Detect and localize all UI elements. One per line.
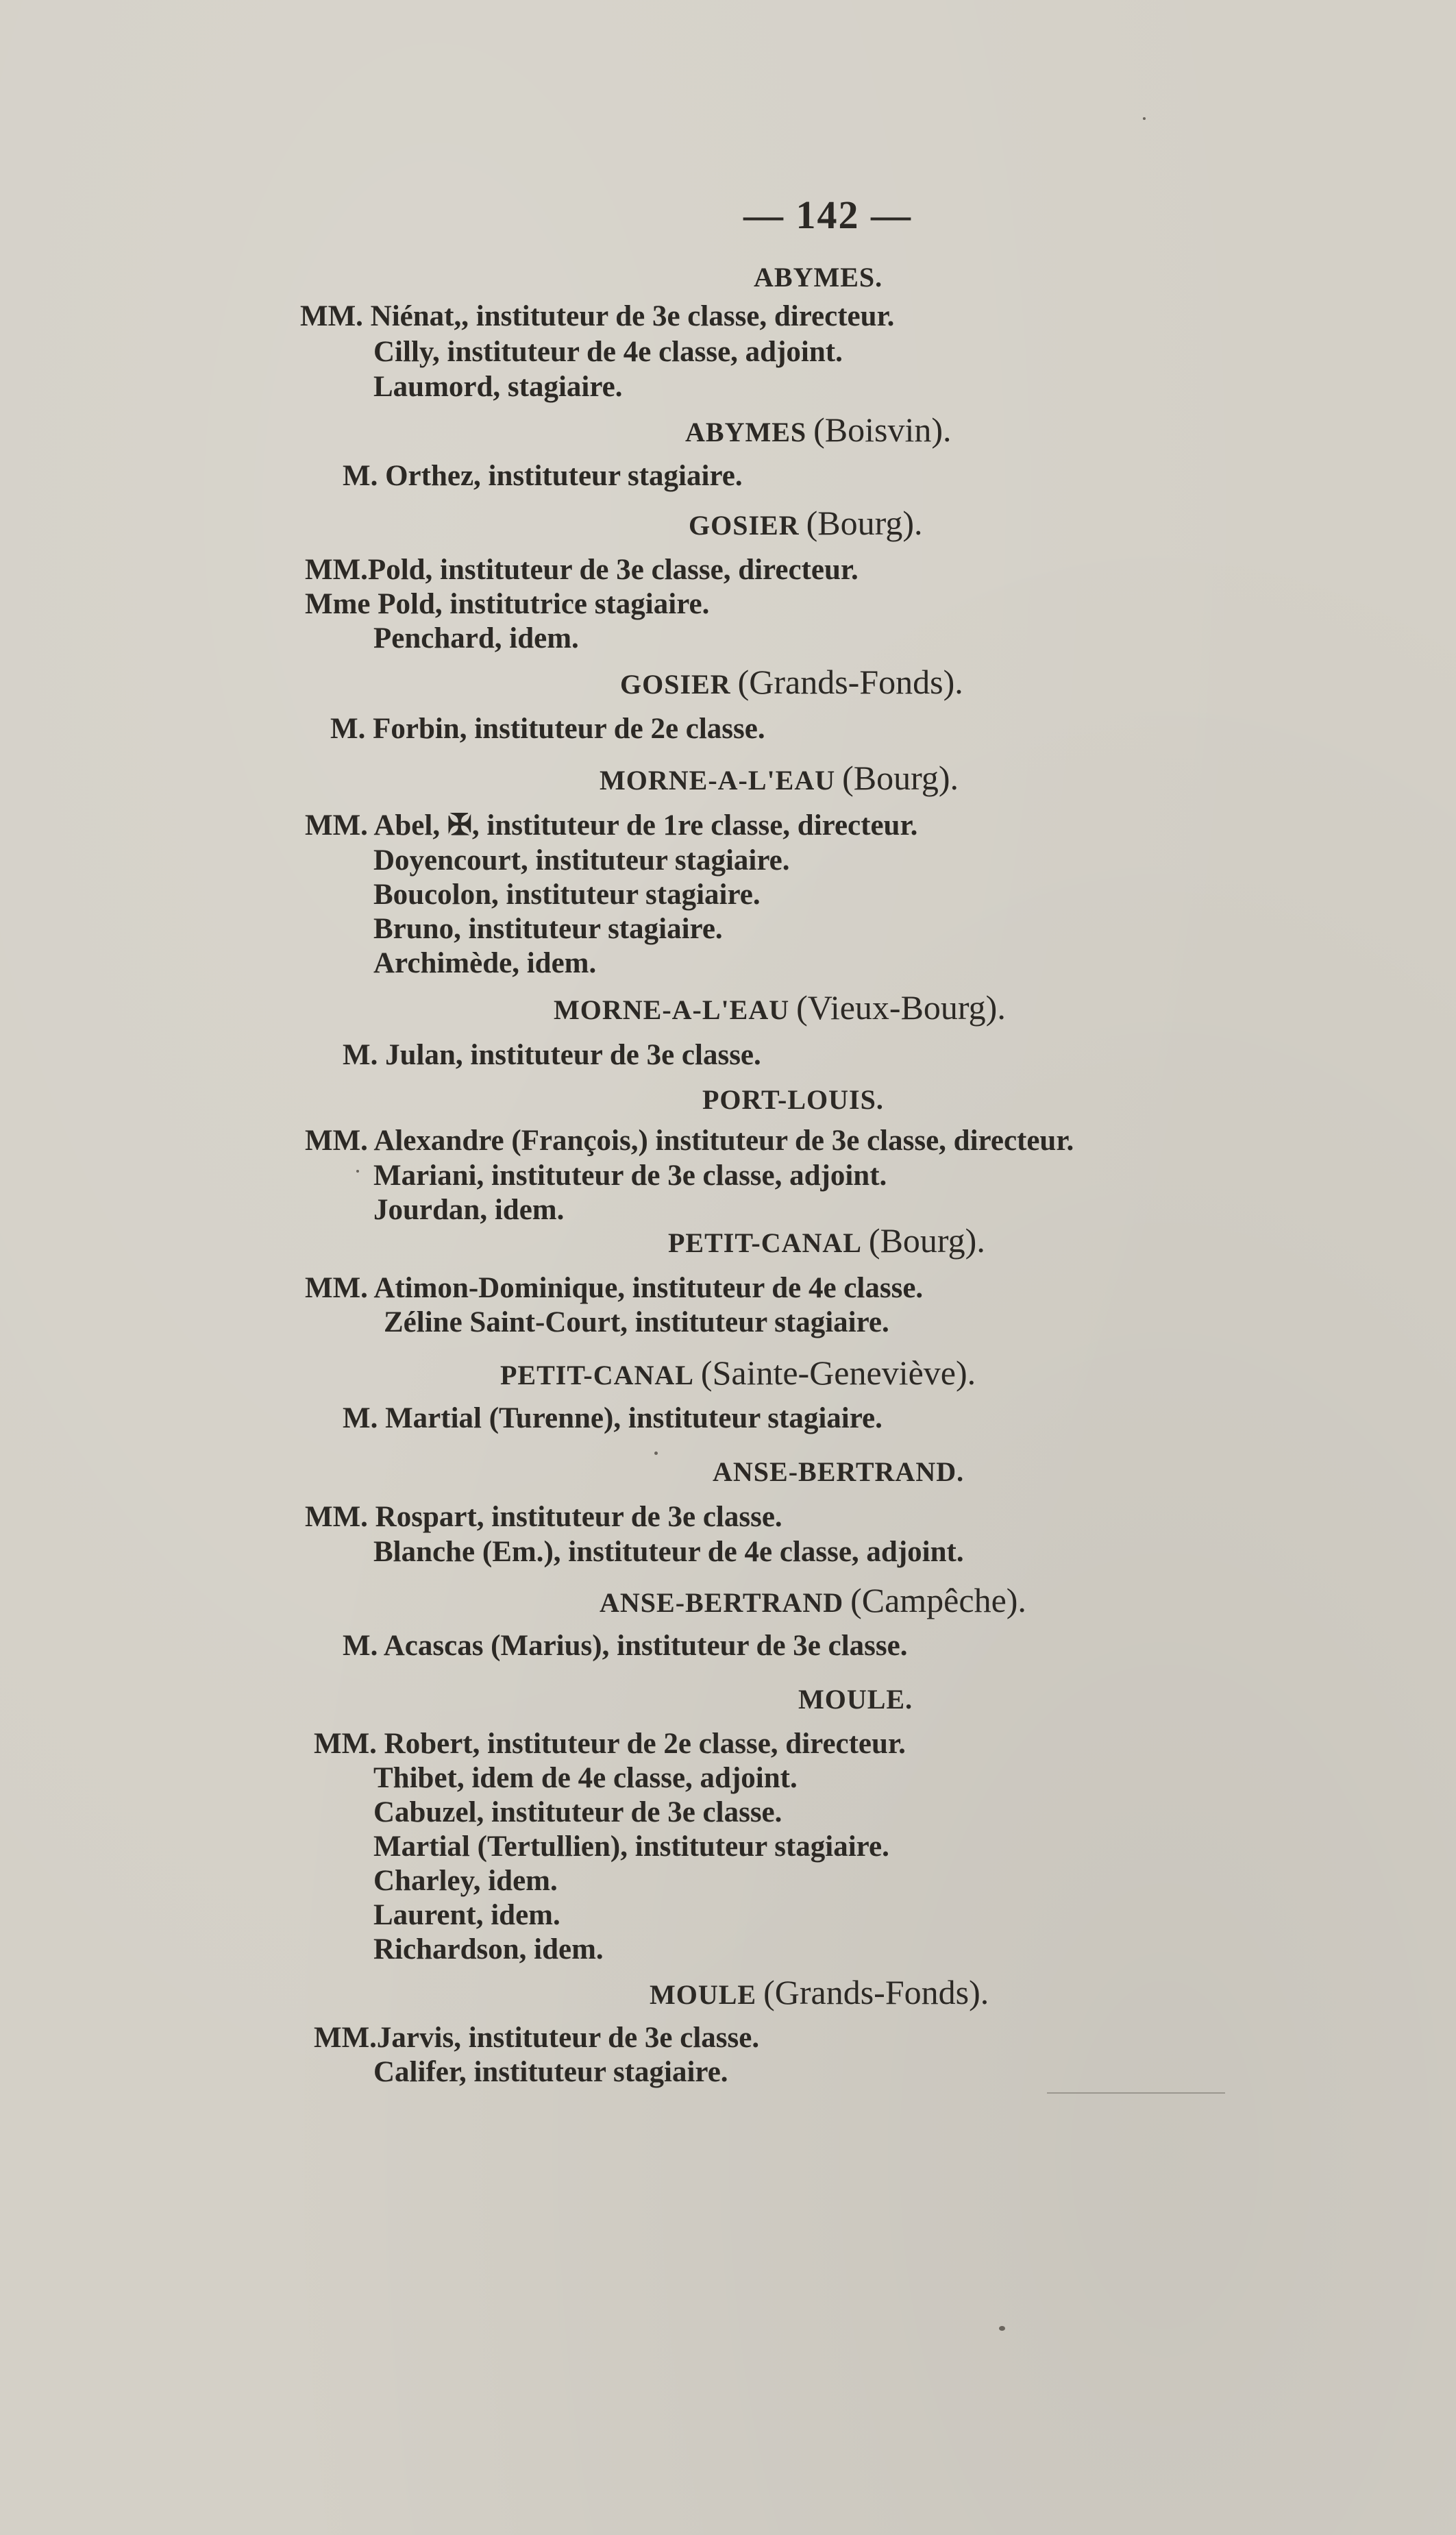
entry-title: M. bbox=[343, 1630, 378, 1662]
scan-edge-line bbox=[1047, 2092, 1225, 2094]
entry-line bbox=[300, 302, 894, 331]
entry-text: Richardson, idem. bbox=[373, 1933, 604, 1965]
entry-title: M. bbox=[343, 460, 378, 492]
entry-text: Julan, instituteur de 3e classe. bbox=[385, 1039, 761, 1071]
entry-text: Abel, ✠, instituteur de 1re classe, directeur. bbox=[373, 809, 918, 842]
entry-title: MM. bbox=[305, 809, 368, 842]
entry-text: Pold, instituteur de 3e classe, directeur. bbox=[367, 554, 859, 586]
entry-text: Atimon-Dominique, instituteur de 4e classe. bbox=[373, 1272, 924, 1304]
section-heading bbox=[554, 990, 1006, 1025]
entry-title: MM. bbox=[314, 2022, 377, 2054]
entry-line bbox=[373, 948, 596, 978]
heading-location: (Bourg). bbox=[842, 759, 959, 797]
heading-location: (Vieux-Bourg). bbox=[796, 988, 1006, 1027]
entry-line bbox=[373, 1161, 887, 1190]
entry-text: Doyencourt, instituteur stagiaire. bbox=[373, 844, 790, 877]
heading-town: MORNE-A-L'EAU bbox=[554, 994, 790, 1025]
entry-text: Boucolon, instituteur stagiaire. bbox=[373, 879, 761, 911]
entry-line bbox=[314, 2023, 759, 2053]
heading-town: GOSIER bbox=[689, 510, 800, 541]
entry-title: M. bbox=[343, 1039, 378, 1071]
section-heading bbox=[668, 1223, 985, 1258]
entry-title: MM. bbox=[305, 554, 368, 586]
entry-line bbox=[305, 589, 709, 619]
section-heading bbox=[600, 761, 959, 795]
entry-title: M. bbox=[330, 713, 366, 745]
entry-text: Jourdan, idem. bbox=[373, 1194, 565, 1226]
entry-line bbox=[343, 1631, 907, 1661]
entry-line bbox=[373, 1195, 564, 1225]
entry-line bbox=[373, 914, 723, 944]
section-heading bbox=[620, 665, 963, 699]
entry-line bbox=[305, 1126, 1074, 1155]
entry-title: MM. bbox=[305, 1125, 368, 1157]
section-heading bbox=[600, 1583, 1026, 1617]
entry-title: MM. bbox=[305, 1272, 368, 1304]
heading-location: (Sainte-Geneviève). bbox=[700, 1354, 976, 1392]
entry-text: Robert, instituteur de 2e classe, directeur. bbox=[384, 1728, 906, 1760]
section-heading bbox=[500, 1356, 976, 1390]
entry-text: Jarvis, instituteur de 3e classe. bbox=[376, 2022, 760, 2054]
section-heading bbox=[798, 1686, 913, 1713]
entry-title: MM. bbox=[305, 1501, 368, 1533]
section-heading bbox=[713, 1458, 964, 1486]
heading-town: PORT-LOUIS. bbox=[702, 1084, 884, 1115]
entry-line bbox=[373, 880, 761, 909]
entry-text: Zéline Saint-Court, instituteur stagiaire. bbox=[384, 1306, 889, 1338]
entry-text: Pold, institutrice stagiaire. bbox=[378, 588, 710, 620]
section-heading bbox=[689, 506, 923, 540]
heading-town: ANSE-BERTRAND bbox=[600, 1587, 844, 1618]
ink-speck bbox=[999, 2326, 1005, 2331]
entry-title: Mme bbox=[305, 588, 371, 620]
entry-line bbox=[343, 1040, 761, 1070]
entry-line bbox=[305, 811, 917, 840]
entry-text: Alexandre (François,) instituteur de 3e classe, directeur. bbox=[373, 1125, 1074, 1157]
entry-line bbox=[330, 714, 765, 744]
heading-location: (Grands-Fonds). bbox=[737, 663, 963, 701]
heading-location: (Campêche). bbox=[850, 1581, 1026, 1619]
heading-town: MOULE. bbox=[798, 1684, 913, 1715]
ink-speck bbox=[654, 1452, 658, 1455]
entry-text: Rospart, instituteur de 3e classe. bbox=[375, 1501, 782, 1533]
entry-text: Laurent, idem. bbox=[373, 1899, 560, 1931]
entry-line bbox=[373, 624, 579, 653]
entry-text: Martial (Tertullien), instituteur stagiaire. bbox=[373, 1830, 889, 1863]
entry-line bbox=[373, 1537, 964, 1567]
entry-line bbox=[373, 1935, 604, 1964]
page-number: — 142 — bbox=[743, 193, 912, 237]
entry-line bbox=[373, 1900, 560, 1930]
entry-line bbox=[305, 1273, 923, 1303]
entry-text: Charley, idem. bbox=[373, 1865, 558, 1897]
heading-location: (Grands-Fonds). bbox=[763, 1973, 989, 2011]
section-heading bbox=[702, 1086, 884, 1114]
ink-speck bbox=[356, 1170, 359, 1173]
entry-line bbox=[373, 1832, 889, 1861]
entry-text: Archimède, idem. bbox=[373, 947, 597, 979]
entry-text: Forbin, instituteur de 2e classe. bbox=[373, 713, 765, 745]
entry-line bbox=[343, 1404, 883, 1433]
entry-line bbox=[343, 461, 743, 491]
entry-title: M. bbox=[343, 1402, 378, 1434]
entry-title: MM. bbox=[300, 300, 363, 332]
entry-line bbox=[373, 2057, 728, 2087]
heading-town: MOULE bbox=[650, 1979, 757, 2010]
entry-text: Acascas (Marius), instituteur de 3e classe. bbox=[383, 1630, 908, 1662]
entry-line bbox=[373, 846, 790, 875]
entry-line bbox=[373, 1866, 558, 1896]
heading-town: GOSIER bbox=[620, 669, 731, 700]
entry-line bbox=[373, 337, 843, 367]
entry-text: Thibet, idem de 4e classe, adjoint. bbox=[373, 1762, 798, 1794]
entry-line bbox=[373, 372, 623, 402]
entry-line bbox=[373, 1763, 798, 1793]
entry-text: Blanche (Em.), instituteur de 4e classe, adjoint. bbox=[373, 1536, 964, 1568]
entry-title: MM. bbox=[314, 1728, 377, 1760]
heading-town: ANSE-BERTRAND. bbox=[713, 1456, 965, 1487]
entry-text: Laumord, stagiaire. bbox=[373, 371, 623, 403]
entry-text: Bruno, instituteur stagiaire. bbox=[373, 913, 723, 945]
section-heading bbox=[650, 1975, 989, 2009]
heading-town: MORNE-A-L'EAU bbox=[600, 765, 836, 796]
heading-town: PETIT-CANAL bbox=[500, 1360, 694, 1391]
entry-text: Cabuzel, instituteur de 3e classe. bbox=[373, 1796, 782, 1828]
entry-line bbox=[384, 1308, 889, 1337]
section-heading bbox=[685, 413, 952, 447]
heading-town: PETIT-CANAL bbox=[668, 1227, 862, 1258]
entry-text: Orthez, instituteur stagiaire. bbox=[385, 460, 743, 492]
entry-text: Califer, instituteur stagiaire. bbox=[373, 2056, 728, 2088]
heading-location: (Bourg). bbox=[868, 1221, 985, 1260]
heading-town: ABYMES bbox=[685, 417, 807, 448]
entry-text: Penchard, idem. bbox=[373, 622, 579, 654]
entry-line bbox=[305, 1502, 782, 1532]
heading-town: ABYMES. bbox=[754, 262, 883, 293]
section-heading bbox=[754, 264, 883, 291]
entry-line bbox=[305, 555, 859, 585]
ink-speck bbox=[1143, 117, 1146, 120]
entry-text: Niénat,, instituteur de 3e classe, directeur. bbox=[370, 300, 895, 332]
entry-line bbox=[314, 1729, 906, 1759]
entry-text: Mariani, instituteur de 3e classe, adjoint. bbox=[373, 1160, 887, 1192]
entry-line bbox=[373, 1798, 782, 1827]
heading-location: (Bourg). bbox=[806, 504, 923, 542]
entry-text: Cilly, instituteur de 4e classe, adjoint. bbox=[373, 336, 843, 368]
entry-text: Martial (Turenne), instituteur stagiaire. bbox=[385, 1402, 883, 1434]
heading-location: (Boisvin). bbox=[813, 411, 952, 449]
